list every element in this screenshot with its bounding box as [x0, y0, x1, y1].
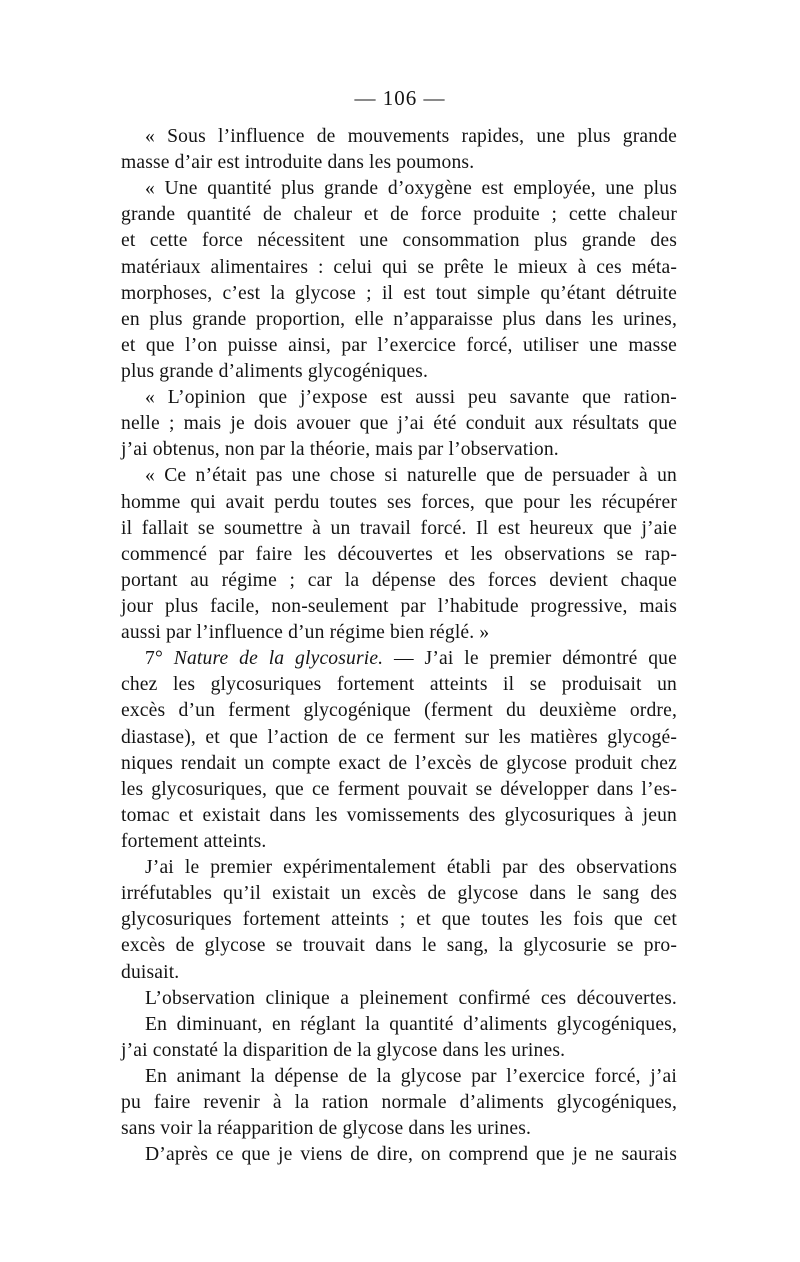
text-line: sans voir la réapparition de glycose dans les urines.: [121, 1118, 532, 1140]
text-line: En animant la dépense de la glycose par l’exercice forcé, j’ai: [145, 1065, 677, 1087]
text-line: plus grande d’aliments glycogéniques.: [121, 360, 429, 382]
section-number: 7°: [145, 648, 163, 670]
text-line: fortement atteints.: [121, 830, 267, 852]
section-heading-line: [121, 646, 677, 672]
text-line: D’après ce que je viens de dire, on comprend que je ne saurais: [145, 1144, 677, 1166]
text-line: « L’opinion que j’expose est aussi peu savante que ration-: [145, 387, 677, 409]
section-first-line-text: — J’ai le premier démontré que: [394, 648, 677, 670]
text-line: chez les glycosuriques fortement atteints il se produisait un: [121, 674, 677, 696]
text-line: J’ai le premier expérimentalement établi par des observations: [145, 857, 677, 879]
text-line: jour plus facile, non-seulement par l’habitude progressive, mais: [121, 595, 677, 617]
paragraph: [121, 1142, 677, 1168]
section-paragraph: [121, 646, 677, 855]
text-line: tomac et existait dans les vomissements des glycosuriques à jeun: [121, 804, 677, 826]
text-line: « Sous l’influence de mouvements rapides, une plus grande: [145, 126, 677, 147]
paragraph: [121, 176, 677, 385]
text-line: excès de glycose se trouvait dans le sang, la glycosurie se pro-: [121, 935, 677, 957]
text-line: matériaux alimentaires : celui qui se prête le mieux à ces méta-: [121, 256, 677, 278]
paragraph: [121, 124, 677, 176]
text-line: L’observation clinique a pleinement confirmé ces découvertes.: [145, 987, 677, 1009]
text-line: « Une quantité plus grande d’oxygène est employée, une plus: [145, 178, 677, 200]
text-line: commencé par faire les découvertes et les observations se rap-: [121, 543, 677, 565]
text-line: homme qui avait perdu toutes ses forces, que pour les récupérer: [121, 491, 677, 513]
text-line: glycosuriques fortement atteints ; et que toutes les fois que cet: [121, 909, 677, 931]
text-line: pu faire revenir à la ration normale d’aliments glycogéniques,: [121, 1092, 677, 1114]
text-line: En diminuant, en réglant la quantité d’aliments glycogéniques,: [145, 1013, 677, 1035]
text-line: irréfutables qu’il existait un excès de glycose dans le sang des: [121, 883, 677, 905]
paragraph: [121, 1064, 677, 1142]
text-line: et que l’on puisse ainsi, par l’exercice forcé, utiliser une masse: [121, 334, 677, 356]
text-line: « Ce n’était pas une chose si naturelle que de persuader à un: [145, 465, 677, 487]
text-line: portant au régime ; car la dépense des forces devient chaque: [121, 569, 677, 591]
text-line: duisait.: [121, 961, 180, 983]
paragraph: [121, 385, 677, 463]
text-line: aussi par l’influence d’un régime bien réglé. »: [121, 622, 490, 644]
text-line: niques rendait un compte exact de l’excès de glycose produit chez: [121, 752, 677, 774]
text-line: et cette force nécessitent une consommation plus grande des: [121, 230, 677, 252]
text-line: j’ai obtenus, non par la théorie, mais par l’observation.: [121, 439, 559, 461]
paragraph: [121, 1012, 677, 1064]
page-number: — 106 —: [354, 86, 446, 110]
text-line: en plus grande proportion, elle n’apparaisse plus dans les urines,: [121, 308, 677, 330]
text-line: excès d’un ferment glycogénique (ferment du deuxième ordre,: [121, 700, 677, 722]
text-line: masse d’air est introduite dans les poumons.: [121, 152, 475, 174]
paragraph: [121, 463, 677, 646]
text-line: il fallait se soumettre à un travail forcé. Il est heureux que j’aie: [121, 517, 677, 539]
text-line: diastase), et que l’action de ce ferment sur les matières glycogé-: [121, 726, 677, 748]
text-line: morphoses, c’est la glycose ; il est tout simple qu’étant détruite: [121, 282, 677, 304]
text-line: les glycosuriques, que ce ferment pouvait se développer dans l’es-: [121, 778, 677, 800]
paragraph: [121, 855, 677, 986]
text-line: grande quantité de chaleur et de force produite ; cette chaleur: [121, 204, 677, 226]
text-line: j’ai constaté la disparition de la glycose dans les urines.: [121, 1039, 566, 1061]
section-title: Nature de la glycosurie.: [173, 648, 384, 670]
paragraph: [121, 986, 677, 1012]
body-text: [121, 124, 677, 1168]
text-line: nelle ; mais je dois avouer que j’ai été conduit aux résultats que: [121, 413, 677, 435]
